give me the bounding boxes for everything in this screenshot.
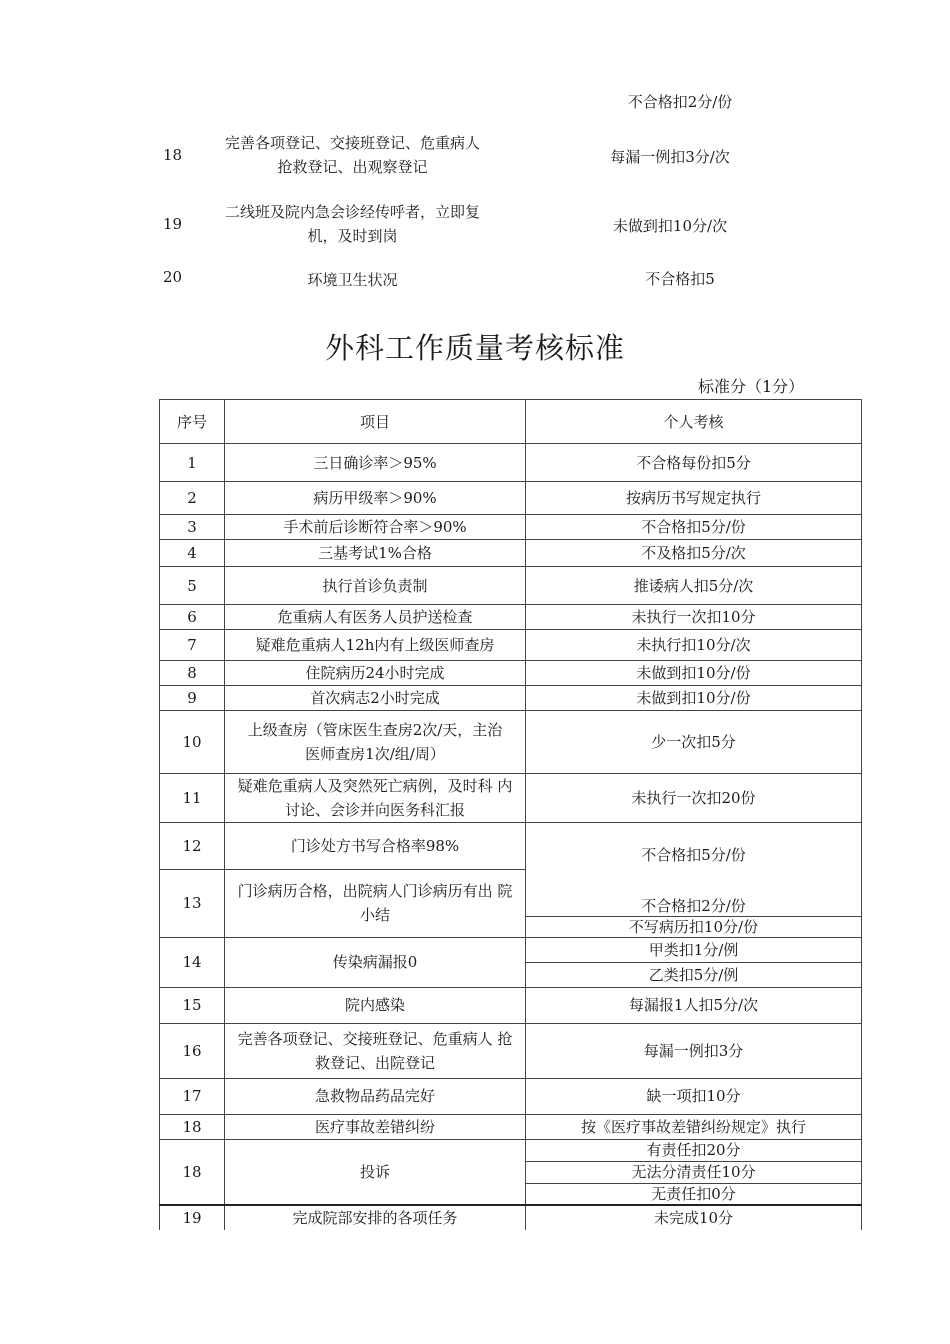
top-no-20: 20 bbox=[163, 268, 183, 286]
table-row bbox=[160, 686, 862, 711]
row-item: 完成院部安排的各项任务 bbox=[225, 1205, 526, 1230]
row-item: 疑难危重病人12h内有上级医师查房 bbox=[225, 630, 526, 661]
row-assessment: 未执行一次扣10分 bbox=[526, 605, 862, 630]
top-assessment-0: 不合格扣2分/份 bbox=[627, 93, 733, 111]
row-assessment: 不合格每份扣5分 bbox=[526, 444, 862, 482]
row-no: 18 bbox=[160, 1114, 225, 1139]
row-assessment: 按《医疗事故差错纠纷规定》执行 bbox=[526, 1114, 862, 1139]
row-item: 传染病漏报0 bbox=[225, 937, 526, 987]
row-item-line: 救登记、出院登记 bbox=[314, 1053, 435, 1072]
row-no: 15 bbox=[160, 987, 225, 1023]
row-item-line: 讨论、会诊并向医务科汇报 bbox=[284, 801, 465, 819]
row-assessment: 推诿病人扣5分/次 bbox=[526, 567, 862, 605]
row-assessment: 乙类扣5分/例 bbox=[526, 962, 862, 987]
row-item bbox=[225, 870, 526, 938]
table-row bbox=[160, 540, 862, 567]
row-no: 19 bbox=[160, 1205, 225, 1230]
row-item: 门诊处方书写合格率98% bbox=[225, 823, 526, 870]
row-item-line: 完善各项登记、交接班登记、危重病人 抢 bbox=[237, 1029, 513, 1048]
row-no: 9 bbox=[160, 686, 225, 711]
row-assessment: 不及格扣5分/次 bbox=[526, 540, 862, 567]
row-item-line: 疑难危重病人及突然死亡病例，及时科 内 bbox=[237, 777, 513, 795]
top-item-18 bbox=[200, 131, 505, 179]
assessment-table bbox=[159, 399, 862, 1230]
table-header-row bbox=[160, 400, 862, 444]
row-no: 16 bbox=[160, 1023, 225, 1078]
row-item: 投诉 bbox=[225, 1139, 526, 1205]
table-row bbox=[160, 987, 862, 1023]
row-item: 危重病人有医务人员护送检查 bbox=[225, 605, 526, 630]
row-assessment: 未完成10分 bbox=[526, 1205, 862, 1230]
row-item bbox=[225, 774, 526, 823]
row-assessment: 不合格扣5分/份 bbox=[526, 823, 862, 896]
row-assessment: 未做到扣10分/份 bbox=[526, 661, 862, 686]
row-no: 17 bbox=[160, 1078, 225, 1114]
row-no: 18 bbox=[160, 1139, 225, 1205]
header-item: 项目 bbox=[225, 400, 526, 444]
standard-score: 标准分（1分） bbox=[698, 377, 805, 396]
row-item: 住院病历24小时完成 bbox=[225, 661, 526, 686]
row-item: 执行首诊负责制 bbox=[225, 567, 526, 605]
table-row bbox=[160, 605, 862, 630]
row-item: 三基考试1%合格 bbox=[225, 540, 526, 567]
top-item-18-line-2: 抢救登记、出观察登记 bbox=[277, 158, 428, 176]
row-assessment-line: 不合格扣2分/份 bbox=[526, 896, 861, 917]
header-no: 序号 bbox=[160, 400, 225, 444]
top-item-18-line-1: 完善各项登记、交接班登记、危重病人 bbox=[224, 134, 480, 152]
row-no: 8 bbox=[160, 661, 225, 686]
top-item-19 bbox=[200, 200, 505, 248]
top-item-19-line-1: 二线班及院内急会诊经传呼者，立即复 bbox=[224, 203, 480, 221]
row-no: 11 bbox=[160, 774, 225, 823]
table-row bbox=[160, 774, 862, 823]
table-row bbox=[160, 567, 862, 605]
row-item: 三日确诊率＞95% bbox=[225, 444, 526, 482]
row-no: 14 bbox=[160, 937, 225, 987]
row-assessment: 无责任扣0分 bbox=[526, 1183, 862, 1205]
row-no: 13 bbox=[160, 870, 225, 938]
table-row bbox=[160, 1114, 862, 1139]
row-item: 病历甲级率＞90% bbox=[225, 482, 526, 515]
row-assessment-line: 不写病历扣10分/份 bbox=[628, 917, 759, 936]
table-row bbox=[160, 1139, 862, 1161]
row-assessment: 少一次扣5分 bbox=[526, 711, 862, 774]
row-item-line: 上级查房（管床医生查房2次/天，主治 bbox=[247, 721, 503, 739]
row-assessment: 按病历书写规定执行 bbox=[526, 482, 862, 515]
row-assessment: 缺一项扣10分 bbox=[526, 1078, 862, 1114]
row-assessment bbox=[526, 896, 862, 938]
row-item-line: 小结 bbox=[359, 906, 390, 925]
table-row bbox=[160, 1078, 862, 1114]
row-assessment: 甲类扣1分/例 bbox=[526, 937, 862, 962]
row-item: 首次病志2小时完成 bbox=[225, 686, 526, 711]
top-assessment-20: 不合格扣5 bbox=[645, 270, 715, 288]
row-item-line: 门诊病历合格，出院病人门诊病历有出 院 bbox=[237, 882, 513, 901]
row-item: 手术前后诊断符合率＞90% bbox=[225, 515, 526, 540]
row-no: 1 bbox=[160, 444, 225, 482]
table-row bbox=[160, 1205, 862, 1230]
table-row bbox=[160, 444, 862, 482]
row-item bbox=[225, 711, 526, 774]
top-item-19-line-2: 机，及时到岗 bbox=[307, 227, 398, 245]
row-item bbox=[225, 1023, 526, 1078]
row-item: 医疗事故差错纠纷 bbox=[225, 1114, 526, 1139]
table-row bbox=[160, 1023, 862, 1078]
row-assessment: 无法分清责任10分 bbox=[526, 1161, 862, 1183]
table-row bbox=[160, 661, 862, 686]
row-assessment: 每漏一例扣3分 bbox=[526, 1023, 862, 1078]
top-no-18: 18 bbox=[163, 146, 183, 164]
row-assessment: 每漏报1人扣5分/次 bbox=[526, 987, 862, 1023]
row-assessment: 未做到扣10分/份 bbox=[526, 686, 862, 711]
header-assessment: 个人考核 bbox=[526, 400, 862, 444]
table-row bbox=[160, 937, 862, 962]
row-item: 院内感染 bbox=[225, 987, 526, 1023]
row-no: 10 bbox=[160, 711, 225, 774]
row-item: 急救物品药品完好 bbox=[225, 1078, 526, 1114]
row-no: 12 bbox=[160, 823, 225, 870]
table-row bbox=[160, 711, 862, 774]
table-row bbox=[160, 630, 862, 661]
top-assessment-18: 每漏一例扣3分/次 bbox=[610, 148, 730, 166]
page-title: 外科工作质量考核标准 bbox=[324, 331, 625, 365]
row-assessment: 未执行扣10分/次 bbox=[526, 630, 862, 661]
row-assessment: 有责任扣20分 bbox=[526, 1139, 862, 1161]
row-item-line: 医师查房1次/组/周） bbox=[305, 745, 445, 763]
row-assessment: 不合格扣5分/份 bbox=[526, 515, 862, 540]
top-assessment-19: 未做到扣10分/次 bbox=[612, 217, 728, 235]
row-no: 2 bbox=[160, 482, 225, 515]
row-no: 3 bbox=[160, 515, 225, 540]
top-no-19: 19 bbox=[163, 215, 183, 233]
row-no: 6 bbox=[160, 605, 225, 630]
row-no: 5 bbox=[160, 567, 225, 605]
table-row bbox=[160, 515, 862, 540]
row-assessment: 未执行一次扣20份 bbox=[526, 774, 862, 823]
row-no: 7 bbox=[160, 630, 225, 661]
row-no: 4 bbox=[160, 540, 225, 567]
table-row bbox=[160, 482, 862, 515]
top-item-20: 环境卫生状况 bbox=[307, 271, 398, 289]
table-row bbox=[160, 823, 862, 870]
